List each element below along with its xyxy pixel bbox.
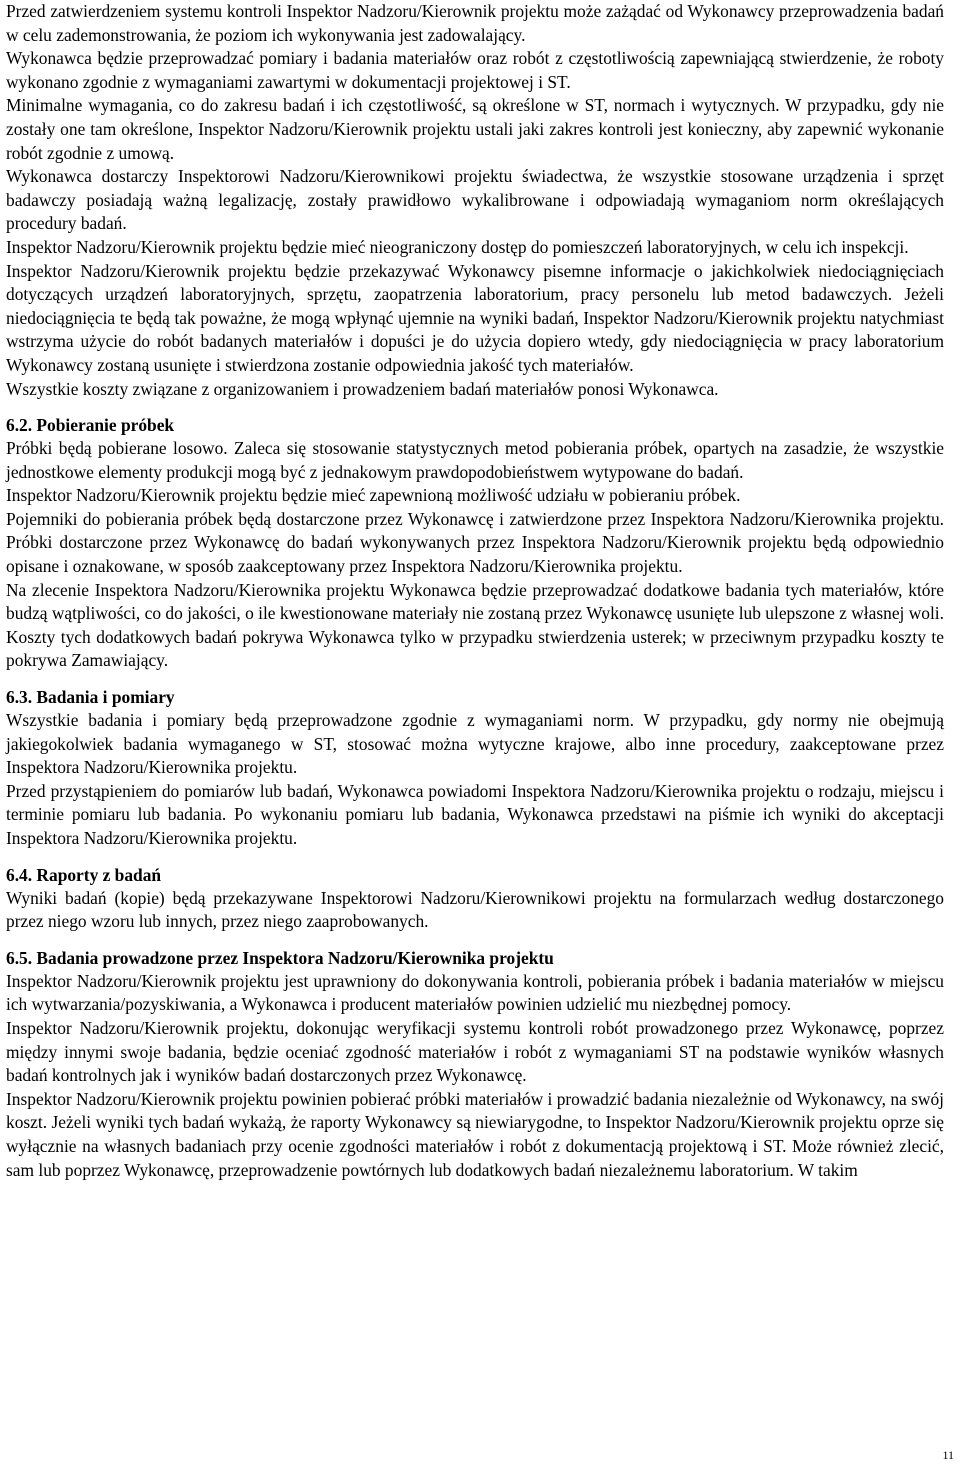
paragraph: Wykonawca będzie przeprowadzać pomiary i badania materiałów oraz robót z częstotliwością zapewniającą stwierdzenie, że roboty wykonano zgodnie z wymaganiami zawartymi w dokumentacji projektowej i ST.: [6, 48, 944, 92]
paragraph: Minimalne wymagania, co do zakresu badań i ich częstotliwość, są określone w ST, normach i wytycznych. W przypadku, gdy nie zostały one tam określone, Inspektor Nadzoru/Kierownik projektu ustali jaki zakres kontroli jest konieczny, aby zapewnić wykonanie robót zgodnie z umową.: [6, 95, 944, 163]
paragraph: Próbki będą pobierane losowo. Zaleca się stosowanie statystycznych metod pobierania próbek, opartych na zasadzie, że wszystkie jednostkowe elementy produkcji mogą być z jednakowym prawdopodobieństwem wytypowane do badań.: [6, 438, 944, 482]
paragraph: Przed przystąpieniem do pomiarów lub badań, Wykonawca powiadomi Inspektora Nadzoru/Kierownika projektu o rodzaju, miejscu i terminie pomiaru lub badania. Po wykonaniu pomiaru lub badania, Wykonawca przedstawi na piśmie ich wyniki do akceptacji Inspektora Nadzoru/Kierownika projektu.: [6, 780, 944, 848]
paragraph: Inspektor Nadzoru/Kierownik projektu będzie przekazywać Wykonawcy pisemne informacje o jakichkolwiek niedociągnięciach dotyczących urządzeń laboratoryjnych, sprzętu, zaopatrzenia laboratorium, pracy personelu lub metod badawczych. Jeżeli niedociągnięcia te będą tak poważne, że mogą wpłynąć ujemnie na wyniki badań, Inspektor Nadzoru/Kierownik projektu natychmiast wstrzyma użycie do robót badanych materiałów i dopuści je do użycia dopiero wtedy, gdy niedociągnięcia w pracy laboratorium Wykonawcy zostaną usunięte i stwierdzona zostanie odpowiednia jakość tych materiałów.: [6, 260, 944, 375]
paragraph: Inspektor Nadzoru/Kierownik projektu, dokonując weryfikacji systemu kontroli robót prowadzonego przez Wykonawcę, poprzez między innymi swoje badania, będzie oceniać zgodność materiałów i robót z wymaganiami ST na podstawie wyników własnych badań kontrolnych jak i wyników badań dostarczonych przez Wykonawcę.: [6, 1017, 944, 1086]
section-heading-6-5: 6.5. Badania prowadzone przez Inspektora Nadzoru/Kierownika projektu: [6, 947, 554, 968]
paragraph: Pojemniki do pobierania próbek będą dostarczone przez Wykonawcę i zatwierdzone przez Inspektora Nadzoru/Kierownika projektu. Próbki dostarczone przez Wykonawcę do badań wykonywanych przez Inspektora Nadzoru/Kierownik projektu będą odpowiednio opisane i oznakowane, w sposób zaakceptowany przez Inspektora Nadzoru/Kierownika projektu.: [6, 508, 944, 577]
paragraph: Wyniki badań (kopie) będą przekazywane Inspektorowi Nadzoru/Kierownikowi projektu na formularzach według dostarczonego przez niego wzoru lub innych, przez niego zaaprobowanych.: [6, 887, 944, 932]
paragraph: Na zlecenie Inspektora Nadzoru/Kierownika projektu Wykonawca będzie przeprowadzać dodatkowe badania tych materiałów, które budzą wątpliwości, co do jakości, o ile kwestionowane materiały nie zostaną przez Wykonawcę usunięte lub ulepszone z własnej woli. Koszty tych dodatkowych badań pokrywa Wykonawca tylko w przypadku stwierdzenia usterek; w przeciwnym przypadku koszty te pokrywa Zamawiający.: [6, 579, 944, 671]
paragraph: Wykonawca dostarczy Inspektorowi Nadzoru/Kierownikowi projektu świadectwa, że wszystkie stosowane urządzenia i sprzęt badawczy posiadają ważną legalizację, zostały prawidłowo wykalibrowane i odpowiadają wymaganiom norm określających procedury badań.: [6, 166, 944, 234]
section-heading-6-4: 6.4. Raporty z badań: [6, 864, 162, 885]
paragraph: Wszystkie koszty związane z organizowaniem i prowadzeniem badań materiałów ponosi Wykonawca.: [6, 378, 719, 399]
paragraph: Inspektor Nadzoru/Kierownik projektu będzie mieć nieograniczony dostęp do pomieszczeń laboratoryjnych, w celu ich inspekcji.: [6, 236, 909, 257]
paragraph: Wszystkie badania i pomiary będą przeprowadzone zgodnie z wymaganiami norm. W przypadku, gdy normy nie obejmują jakiegokolwiek badania wymaganego w ST, stosować można wytyczne krajowe, albo inne procedury, zaakceptowane przez Inspektora Nadzoru/Kierownika projektu.: [6, 710, 944, 778]
paragraph: Przed zatwierdzeniem systemu kontroli Inspektor Nadzoru/Kierownik projektu może zażądać od Wykonawcy przeprowadzenia badań w celu zademonstrowania, że poziom ich wykonywania jest zadowalający.: [6, 1, 944, 45]
paragraph: Inspektor Nadzoru/Kierownik projektu jest uprawniony do dokonywania kontroli, pobierania próbek i badania materiałów w miejscu ich wytwarzania/pozyskiwania, a Wykonawca i producent materiałów powinien udzielić mu niezbędnej pomocy.: [6, 970, 944, 1015]
paragraph: Inspektor Nadzoru/Kierownik projektu będzie mieć zapewnioną możliwość udziału w pobieraniu próbek.: [6, 485, 741, 506]
section-heading-6-2: 6.2. Pobieranie próbek: [6, 415, 175, 436]
document-page: [6, 0, 944, 1182]
paragraph: Inspektor Nadzoru/Kierownik projektu powinien pobierać próbki materiałów i prowadzić badania niezależnie od Wykonawcy, na swój koszt. Jeżeli wyniki tych badań wykażą, że raporty Wykonawcy są niewiarygodne, to Inspektor Nadzoru/Kierownik projektu oprze się wyłącznie na własnych badaniach przy ocenie zgodności materiałów i robót z dokumentacją projektową i ST. Może również zlecić, sam lub poprzez Wykonawcę, przeprowadzenie powtórnych lub dodatkowych badań niezależnemu laboratorium. W takim: [6, 1088, 944, 1180]
section-heading-6-3: 6.3. Badania i pomiary: [6, 687, 175, 708]
page-number: 11: [942, 1448, 954, 1462]
